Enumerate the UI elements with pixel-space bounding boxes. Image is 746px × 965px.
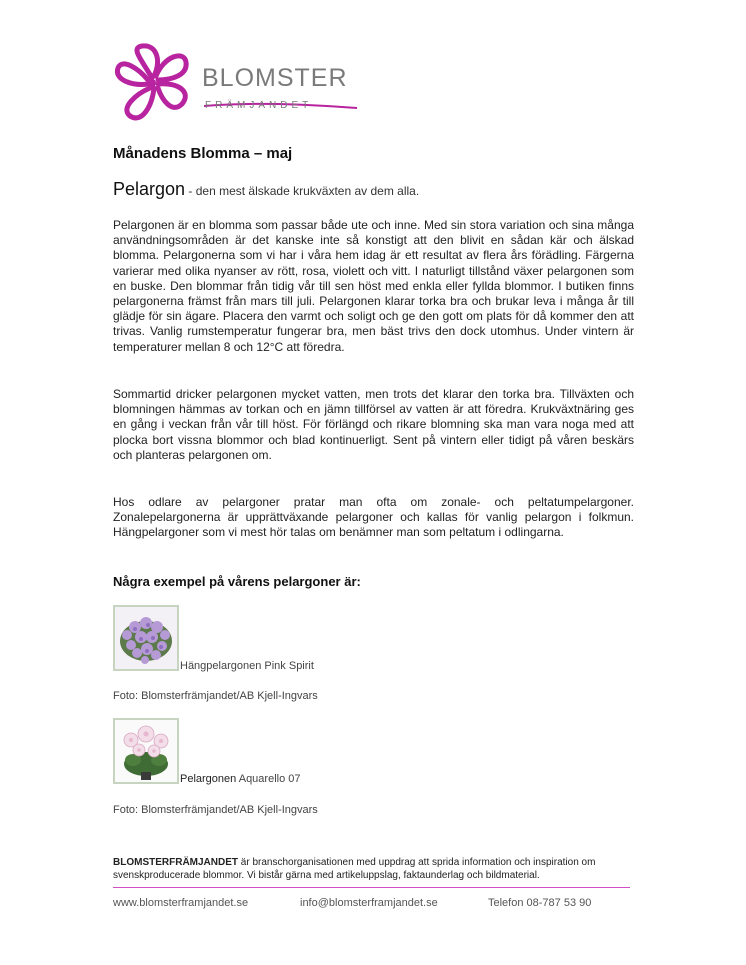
page-heading: Månadens Blomma – maj	[113, 145, 293, 162]
example-caption-1-text: Hängpelargonen Pink Spirit	[180, 660, 314, 672]
body-paragraph-3: Hos odlare av pelargoner pratar man ofta om zonale- och peltatumpelargoner. Zonalepelargonerna är upprättväxande pelargoner och kallas för vanlig pelargon i folkmun. Hängpelargoner som vi mest hör talas om benämner man som peltatum i odlingarna.	[113, 495, 634, 540]
example-caption-2-bold: Pelargonen	[180, 773, 237, 785]
footer-description	[113, 856, 633, 882]
example-caption-1	[180, 660, 314, 672]
hanging-pelargonium-photo[interactable]	[113, 605, 179, 671]
footer-website-link[interactable]: www.blomsterframjandet.se	[113, 897, 249, 909]
blomsterframjandet-logo	[112, 40, 362, 130]
footer-email-link[interactable]: info@blomsterframjandet.se	[300, 897, 438, 909]
example-caption-2	[180, 773, 301, 785]
footer-divider	[113, 887, 630, 888]
footer-org-name: BLOMSTERFRÄMJANDET	[113, 857, 238, 868]
photo-credit-2: Foto: Blomsterfrämjandet/AB Kjell-Ingvars	[113, 804, 318, 816]
footer-text: är branschorganisationen med uppdrag att sprida information och inspiration om svenskproducerade blommor. Vi bistår gärna med artikeluppslag, faktaunderlag och bildmaterial.	[113, 857, 596, 881]
example-caption-2-text: Aquarello 07	[236, 773, 301, 785]
examples-heading: Några exempel på vårens pelargoner är:	[113, 574, 361, 589]
footer-phone: Telefon 08-787 53 90	[488, 897, 592, 909]
article-title-subtitle: - den mest älskade krukväxten av dem alla.	[185, 184, 420, 198]
pelargonium-aquarello-photo[interactable]	[113, 718, 179, 784]
body-paragraph-1: Pelargonen är en blomma som passar både ute och inne. Med sin stora variation och sina många användningsområden är det kanske inte så konstigt att den blivit en sådan kär och älskad blomma. Pelargonerna som vi har i våra hem idag är ett resultat av flera års förädling. Färgerna varierar med olika nyanser av rött, rosa, violett och vitt. I naturligt tillstånd växer pelargonen som en buske. Den blommar från tidig vår till sen höst med enkla eller fyllda blommor. I butiken finns pelargonerna främst från mars till juli. Pelargonen klarar torka bra och brukar leva i många år till glädje för sin ägare. Placera den varmt och soligt och ge den gott om plats för då kommer den att trivas. Vanlig rumstemperatur fungerar bra, men bäst trivs den dock utomhus. Under vintern är temperaturer mellan 8 och 12°C att föredra.	[113, 218, 634, 354]
logo-wordmark: BLOMSTER	[202, 64, 348, 92]
body-paragraph-2: Sommartid dricker pelargonen mycket vatten, men trots det klarar den torka bra. Tillväxten och blomningen hämmas av torkan och en jämn tillförsel av vatten är att föredra. Krukväxtnäring ges en gång i veckan från vår till höst. För förlängd och rikare blomning ska man vara noga med att plocka bort vissna blommor och blad kontinuerligt. Sent på vintern eller tidigt på våren beskärs och planteras pelargonen om.	[113, 387, 634, 462]
photo-credit-1: Foto: Blomsterfrämjandet/AB Kjell-Ingvars	[113, 690, 318, 702]
article-title	[113, 179, 419, 200]
article-title-main: Pelargon	[113, 179, 186, 199]
logo-subtitle: FRÄMJANDET	[205, 100, 313, 111]
